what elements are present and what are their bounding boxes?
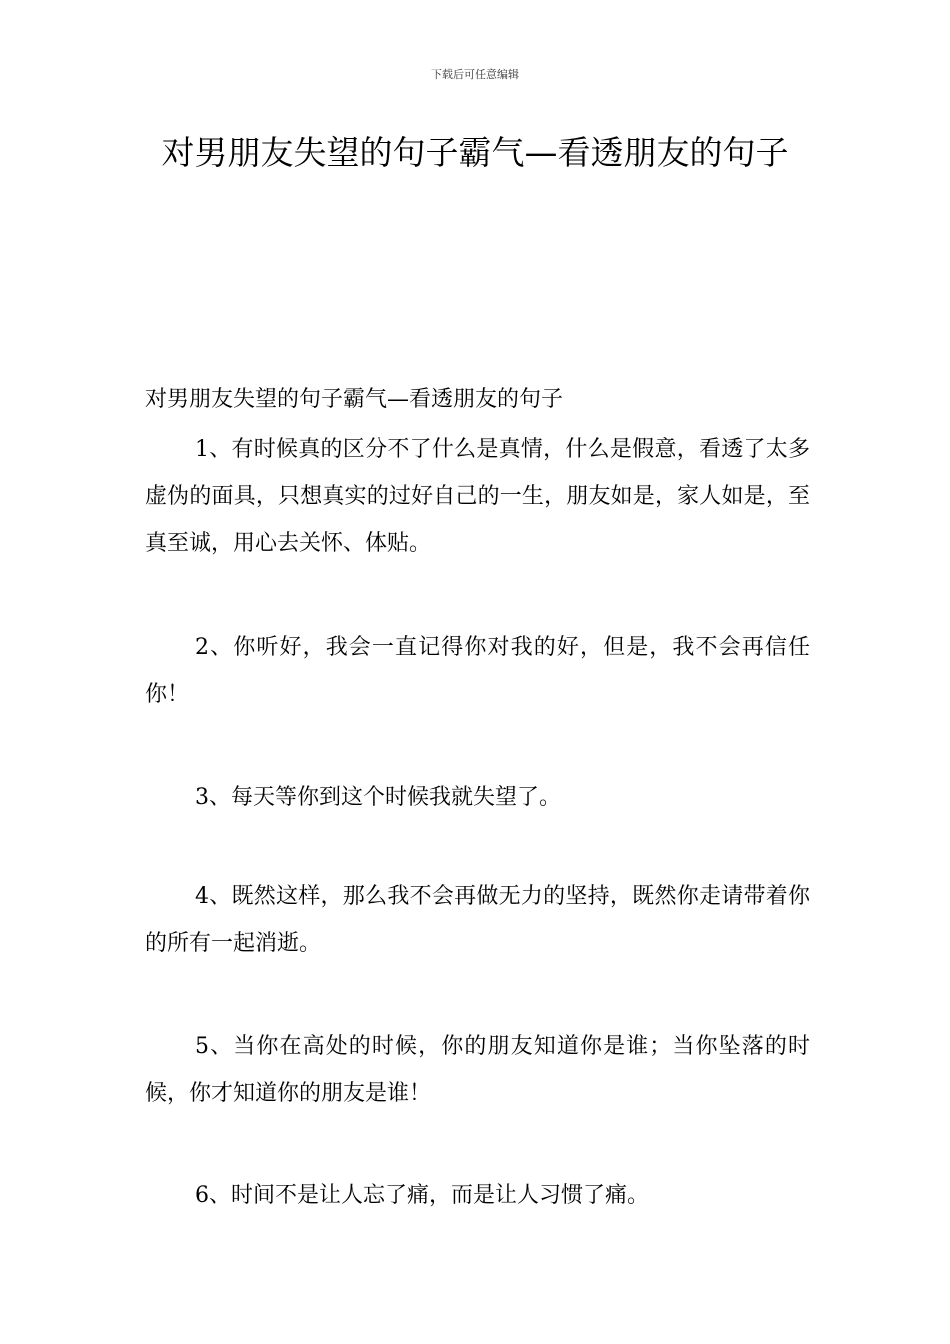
article-subtitle: 对男朋友失望的句子霸气—看透朋友的句子 [145, 387, 564, 412]
paragraph-5: 5、当你在高处的时候，你的朋友知道你是谁；当你坠落的时候，你才知道你的朋友是谁！ [145, 1034, 810, 1106]
paragraph-1: 1、有时候真的区分不了什么是真情，什么是假意，看透了太多虚伪的面具，只想真实的过好自己的一生，朋友如是，家人如是，至真至诚，用心去关怀、体贴。 [145, 437, 810, 556]
paragraph-6: 6、时间不是让人忘了痛，而是让人习惯了痛。 [195, 1183, 649, 1208]
paragraph-3: 3、每天等你到这个时候我就失望了。 [195, 785, 561, 810]
paragraph-4: 4、既然这样，那么我不会再做无力的坚持，既然你走请带着你的所有一起消逝。 [145, 884, 810, 956]
header-note: 下载后可任意编辑 [431, 68, 519, 81]
document-title: 对男朋友失望的句子霸气—看透朋友的句子 [161, 133, 789, 172]
paragraph-2: 2、你听好，我会一直记得你对我的好，但是，我不会再信任你！ [145, 635, 810, 707]
